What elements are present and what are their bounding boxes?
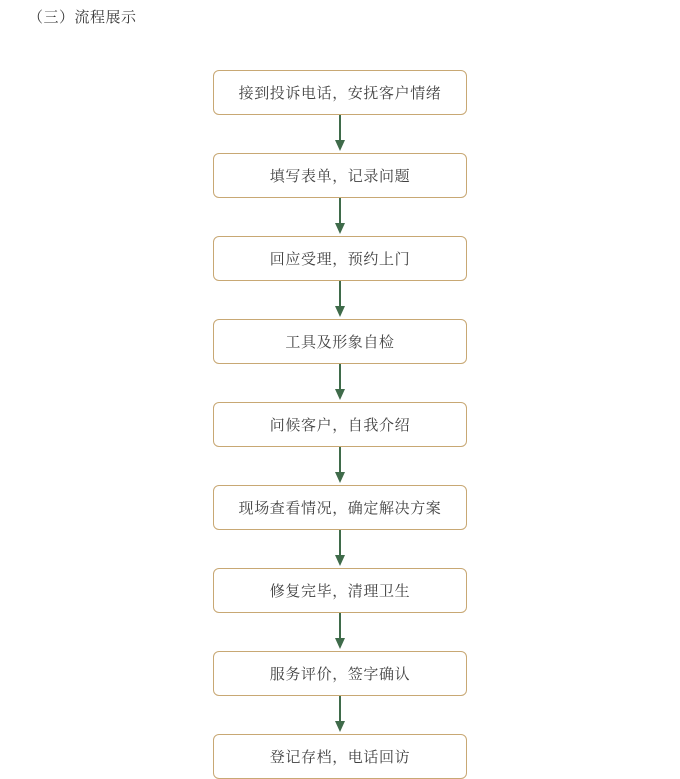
arrow-down-icon <box>330 115 350 153</box>
flow-node <box>213 153 467 198</box>
flow-node-label: 问候客户，自我介绍 <box>269 417 411 434</box>
flow-node-label: 修复完毕，清理卫生 <box>269 583 411 600</box>
flow-node-label: 工具及形象自检 <box>285 334 395 351</box>
arrow-down-icon <box>330 613 350 651</box>
flow-node <box>213 236 467 281</box>
flow-node-label: 填写表单，记录问题 <box>269 168 411 185</box>
flow-node <box>213 568 467 613</box>
flow-node-label: 回应受理，预约上门 <box>269 251 411 268</box>
flow-node <box>213 70 467 115</box>
flow-node <box>213 319 467 364</box>
flow-node <box>213 734 467 779</box>
page-title: （三）流程展示 <box>28 9 137 26</box>
arrow-down-icon <box>330 364 350 402</box>
arrow-down-icon <box>330 281 350 319</box>
flow-node-label: 接到投诉电话，安抚客户情绪 <box>238 85 442 102</box>
flow-node-label: 登记存档，电话回访 <box>269 749 411 766</box>
flow-node-label: 现场查看情况，确定解决方案 <box>238 500 442 517</box>
flowchart <box>0 70 680 779</box>
flow-node <box>213 485 467 530</box>
flow-node-label: 服务评价，签字确认 <box>269 666 411 683</box>
arrow-down-icon <box>330 530 350 568</box>
arrow-down-icon <box>330 198 350 236</box>
arrow-down-icon <box>330 447 350 485</box>
flow-node <box>213 402 467 447</box>
arrow-down-icon <box>330 696 350 734</box>
flow-node <box>213 651 467 696</box>
